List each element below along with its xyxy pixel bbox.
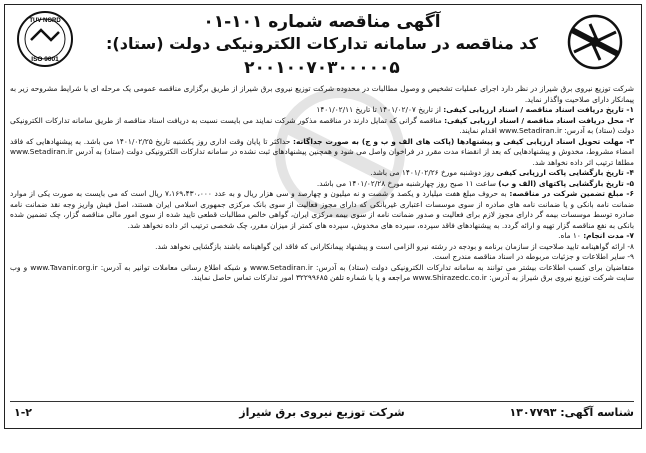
condition-label: ۵- تاریخ بازگشایی پاکتهای (الف و ب) — [498, 178, 634, 188]
condition-label: ۶- مبلغ تضمین شرکت در مناقصه: — [509, 189, 634, 198]
page-number: ۱-۲ — [14, 406, 32, 419]
notice-footer — [10, 404, 634, 424]
tender-code: ۲۰۰۱۰۰۷۰۳۰۰۰۰۰۵ — [244, 58, 400, 78]
condition-item — [10, 116, 634, 137]
condition-text: مناقصه گرانی که تمایل دارند در مناقصه مذکور شرکت نمایند می بایست نسبت به دریافت اسناد مناقصه از طریق سامانه تدارکات الکترونیکی دولت (ستاد) به آدرس: www.Setadiran.ir اقدام نمایند. — [10, 115, 634, 135]
intro-paragraph: شرکت توزیع نیروی برق شیراز در نظر دارد اجرای عملیات تشخیص و وصول مطالبات در محدوده شرکت توزیع نیروی برق شیراز از طریق برگزاری مناقصه عمومی یک مرحله ای با شرایط مشروحه زیر به پیمانکار دارای صلاحیت واگذار نماید. — [10, 84, 634, 104]
condition-label: ۳- مهلت تحویل اسناد ارزیابی کیفی و پیشنهادها (پاکت های الف و ب و ج) به صورت جداگانه: — [293, 136, 634, 146]
power-distribution-company-logo — [564, 14, 626, 70]
condition-label: ۴- تاریخ بازگشایی پاکت ارزیابی کیفی — [496, 168, 634, 177]
condition-item — [10, 231, 634, 242]
condition-item — [10, 179, 634, 190]
cert-text-bottom: ISO 9001 — [31, 56, 59, 63]
tuv-nord-certification-icon — [16, 10, 74, 68]
notice-header — [8, 6, 636, 86]
footer-divider — [10, 401, 634, 402]
notice-title: آگهی مناقصه شماره ۱۰۱-۰۱ — [203, 12, 441, 32]
condition-item — [10, 263, 634, 284]
condition-item — [10, 242, 634, 253]
condition-text: روز دوشنبه مورخ ۱۴۰۱/۰۲/۲۶ می باشد. — [370, 168, 497, 177]
notice-subtitle: کد مناقصه در سامانه تدارکات الکترونیکی دولت (ستاد): — [106, 34, 538, 53]
condition-item — [10, 168, 634, 179]
ad-number: شناسه آگهی: ۱۳۰۷۷۹۳ — [509, 406, 634, 419]
condition-item — [10, 252, 634, 263]
condition-item — [10, 105, 634, 116]
condition-item — [10, 189, 634, 231]
condition-text: متقاضیان برای کسب اطلاعات بیشتر می توانند به سامانه تدارکات الکترونیکی دولت (ستاد) به آدرس: www.Setadiran.ir و شبکه اطلاع رسانی معاملات توانیر به آدرس: www.Tavanir.org.ir و وب سایت شرکت توزیع نیروی برق شیراز به آدرس: www.Shirazedc.co.ir مراجعه و یا با شماره تلفن ۳۲۲۹۹۶۸۵ امور تدارکات تماس حاصل نمایند. — [10, 262, 634, 282]
company-name: شرکت توزیع نیروی برق شیراز — [239, 406, 405, 419]
notice-body — [10, 84, 634, 284]
condition-label: ۷- مدت انجام: — [583, 231, 634, 240]
condition-text: حداکثر تا پایان وقت اداری روز یکشنبه تاریخ ۱۴۰۱/۰۲/۲۵ می باشد. به پیشنهادهایی که فاقد امضاء مشروط، مخدوش و پیشنهادهایی که بعد از انقضاء مدت مقرر در فراخوان واصل می شود و همچنین پیشنهادهای ثبت نشده در سامانه تدارکات الکترونیکی دولت (ستاد) به آدرس www.Setadiran.ir مطلقا ترتیب اثر داده نخواهد شد. — [10, 136, 634, 167]
condition-item — [10, 137, 634, 169]
condition-label: ۲- محل دریافت اسناد مناقصه / اسناد ارزیابی کیفی: — [444, 115, 634, 125]
condition-text: ۸- ارائه گواهینامه تایید صلاحیت از سازمان برنامه و بودجه در رشته نیرو الزامی است و پیشنهاد پیمانکارانی که فاقد این گواهینامه باشند بازگشایی نخواهد شد. — [155, 241, 634, 251]
condition-text: از تاریخ ۱۴۰۱/۰۲/۰۷ تا تاریخ ۱۴۰۱/۰۲/۱۱ — [316, 105, 444, 114]
condition-text: ۱۰ ماه. — [558, 231, 584, 240]
condition-text: ساعت ۱۱ صبح روز چهارشنبه مورخ ۱۴۰۱/۰۲/۲۸ می باشد. — [316, 178, 499, 188]
condition-text: ۹- سایر اطلاعات و جزئیات مربوطه در اسناد مناقصه مندرج است. — [432, 252, 634, 261]
conditions-list — [10, 105, 634, 284]
condition-text: به حروف مبلغ هفت میلیارد و یکصد و شصت و نه میلیون و چهارصد و سی هزار ریال و به عدد ۷،۱۶۹،۴۳۰،۰۰۰ ریال است که می بایست به صورت یکی از موارد ضمانت نامه بانکی و یا ضمانت نامه های صادره از سوی موسسات اعتباری غیربانکی که دارای مجوز فعالیت از سوی بانک مرکزی جمهوری اسلامی ایران هستند، اصل فیش واریز وجه نقد ضمانت نامه صادره توسط موسسات بیمه گر دارای مجوز لازم برای فعالیت و صدور ضمانت نامه از سوی بیمه مرکزی ایران، گواهی خالص مطالبات قطعی تایید شده از سوی امور مالی مناقصه گزار، چک تضمین شده بانکی به نفع مناقصه گزار تهیه و ارائه گردد. به پیشنهادهای فاقد سپرده، سپرده های مخدوش، سپرده های کمتر از میزان مقرر، چک شخصی ترتیب اثر داده نخواهد شد. — [10, 189, 634, 230]
cert-text-top: TUV NORD — [29, 18, 61, 24]
condition-label: ۱- تاریخ دریافت اسناد مناقصه / اسناد ارزیابی کیفی: — [443, 105, 634, 114]
